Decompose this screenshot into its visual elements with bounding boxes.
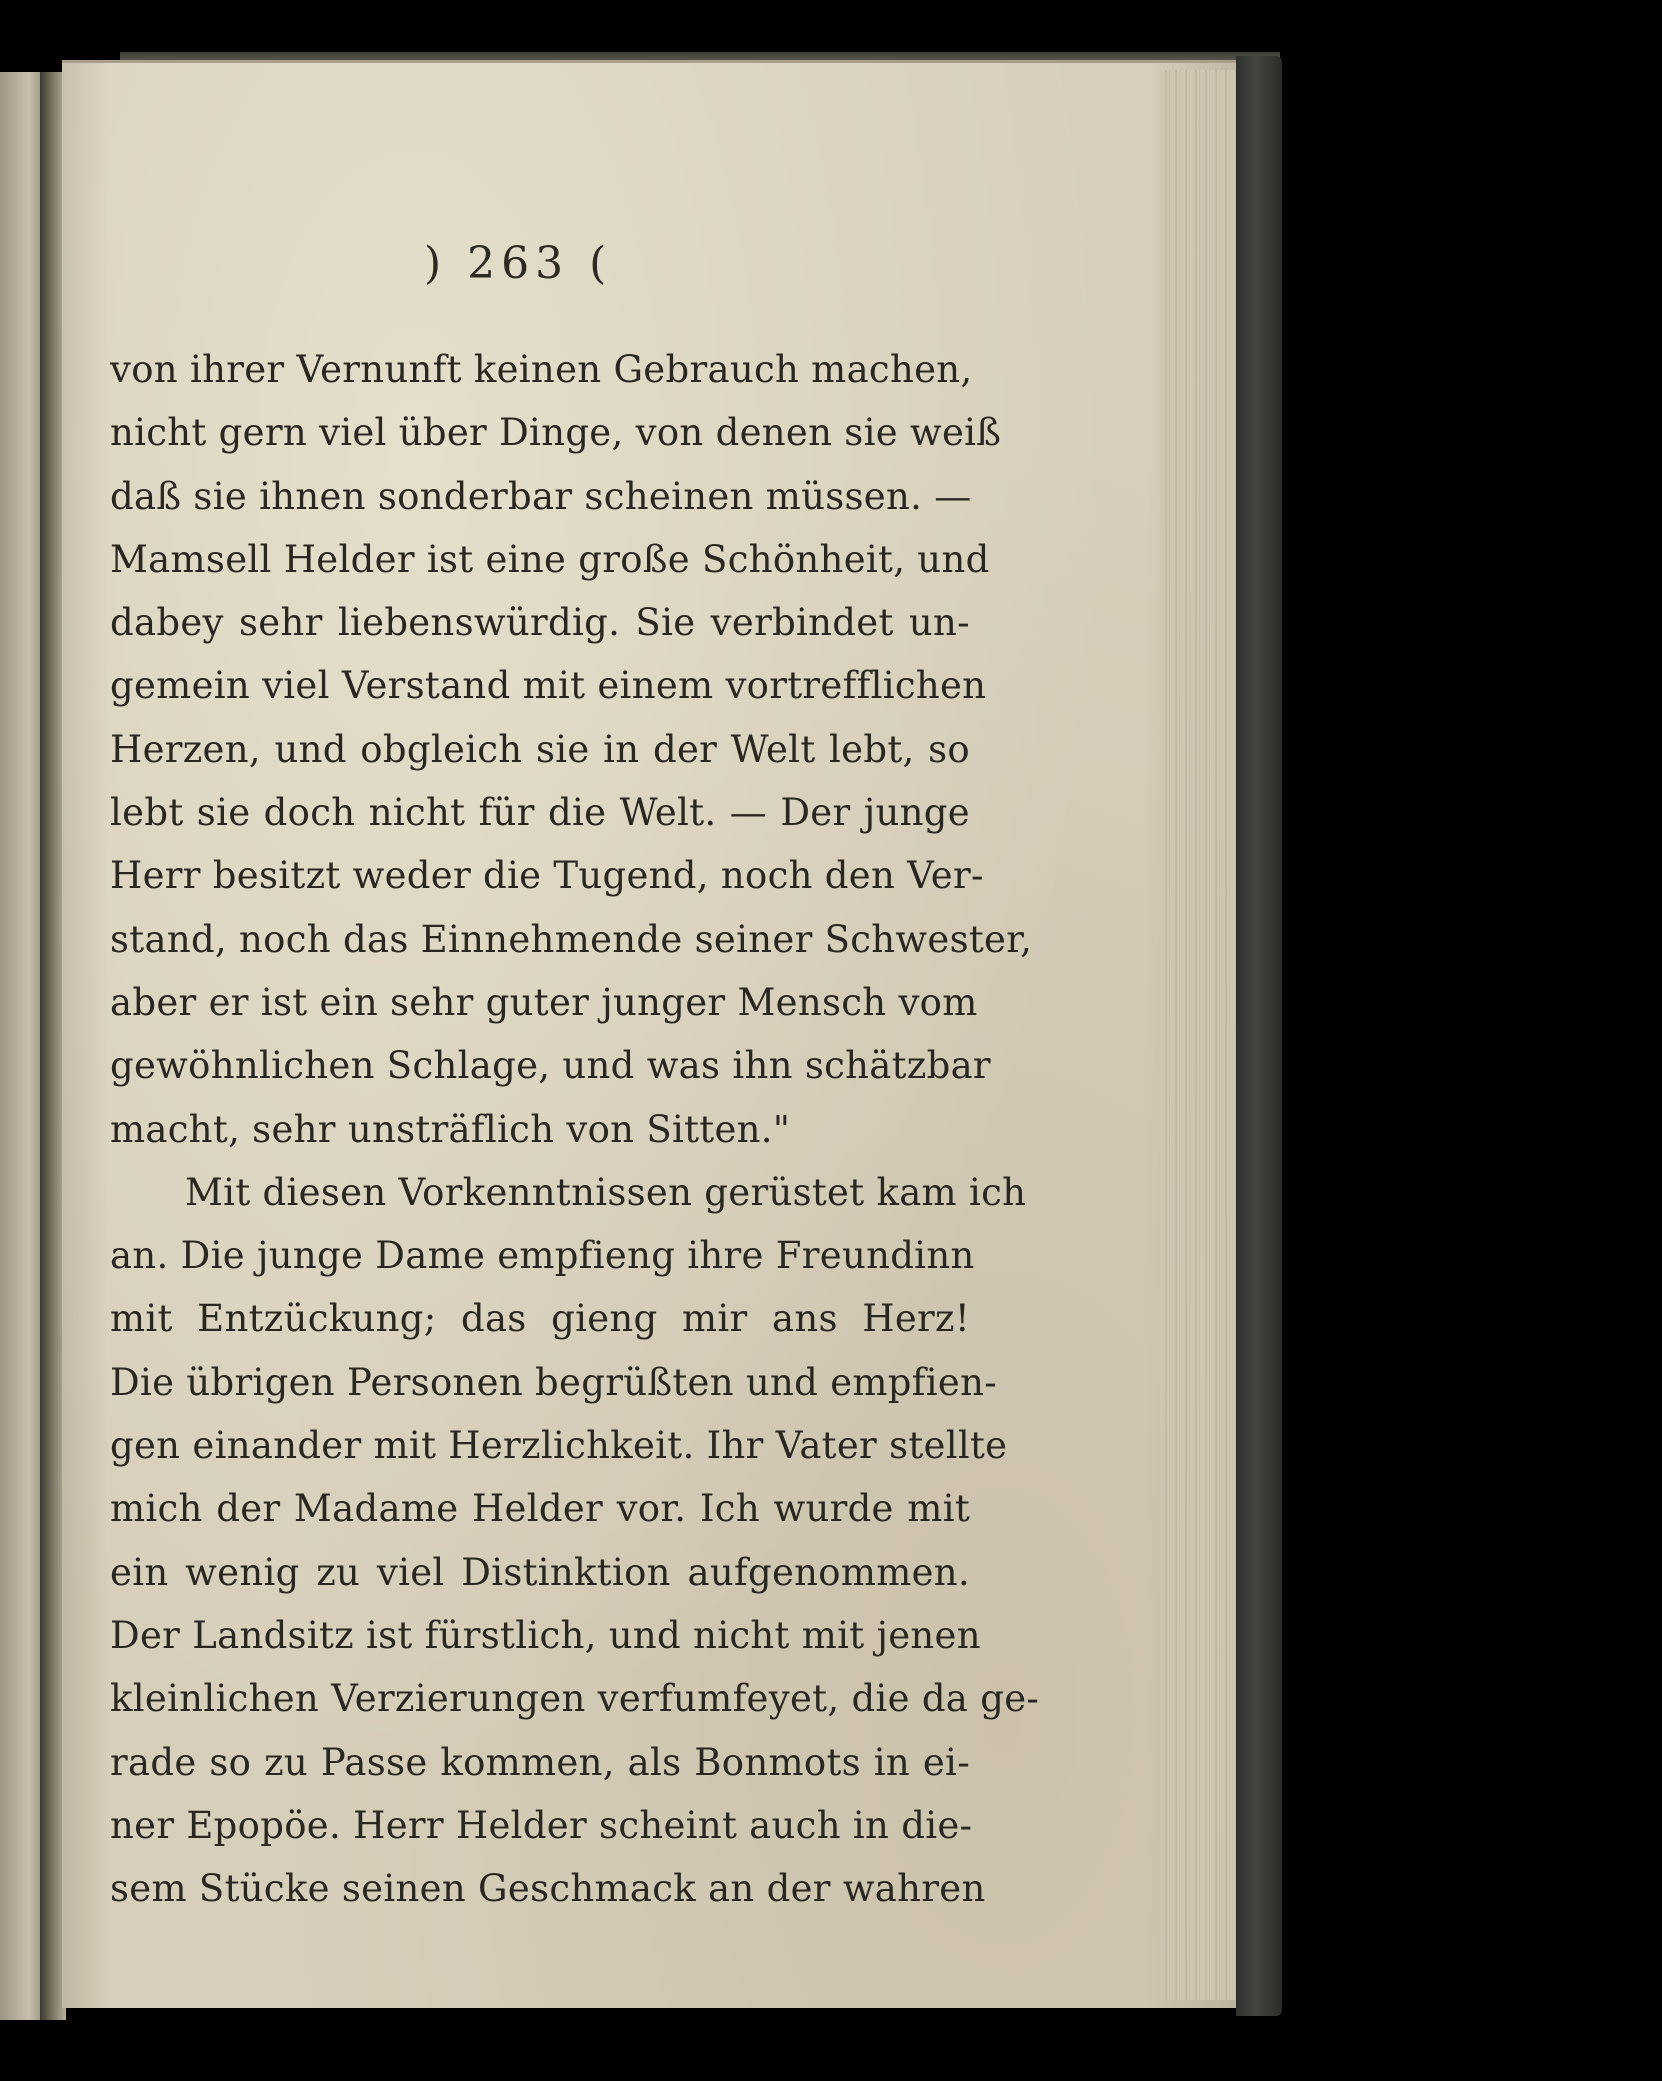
text-line: mit Entzückung; das gieng mir ans Herz! — [110, 1297, 970, 1341]
body-text — [110, 338, 1040, 1920]
text-line: gen einander mit Herzlichkeit. Ihr Vater stellte — [110, 1424, 1008, 1468]
running-head: ) 263 ( — [424, 238, 613, 289]
text-line: nicht gern viel über Dinge, von denen sie weiß — [110, 411, 1002, 455]
text-line: Herr besitzt weder die Tugend, noch den Ver- — [110, 854, 984, 898]
text-line: an. Die junge Dame empfieng ihre Freundinn — [110, 1234, 975, 1278]
text-line: daß sie ihnen sonderbar scheinen müssen. — — [110, 474, 972, 518]
text-line: rade so zu Passe kommen, als Bonmots in ei- — [110, 1740, 970, 1784]
text-line: mich der Madame Helder vor. Ich wurde mit — [110, 1487, 970, 1531]
book-page — [62, 60, 1237, 2008]
text-line: dabey sehr liebenswürdig. Sie verbindet un- — [110, 601, 970, 645]
text-line: ein wenig zu viel Distinktion aufgenommen. — [110, 1550, 970, 1594]
text-line: macht, sehr unsträflich von Sitten." — [110, 1107, 791, 1151]
text-line: sem Stücke seinen Geschmack an der wahren — [110, 1867, 986, 1911]
text-line: gewöhnlichen Schlage, und was ihn schätzbar — [110, 1044, 991, 1088]
book-cover-edge — [1236, 56, 1282, 2016]
text-line: lebt sie doch nicht für die Welt. — Der junge — [110, 791, 970, 835]
text-line: Herzen, und obgleich sie in der Welt lebt, so — [110, 727, 970, 771]
text-line: stand, noch das Einnehmende seiner Schwester, — [110, 917, 1033, 961]
text-line: kleinlichen Verzierungen verfumfeyet, die da ge- — [110, 1677, 1040, 1721]
text-line: Mit diesen Vorkenntnissen gerüstet kam ich — [185, 1170, 1027, 1214]
text-line: aber er ist ein sehr guter junger Mensch vom — [110, 980, 978, 1024]
text-line: Mamsell Helder ist eine große Schönheit, und — [110, 537, 990, 581]
page-stack-edge — [1160, 70, 1240, 2000]
text-line: ner Epopöe. Herr Helder scheint auch in die- — [110, 1803, 973, 1847]
text-line: Die übrigen Personen begrüßten und empfien- — [110, 1360, 998, 1404]
text-line: von ihrer Vernunft keinen Gebrauch machen, — [110, 348, 973, 391]
text-line: Der Landsitz ist fürstlich, und nicht mit jenen — [110, 1613, 981, 1657]
text-line: gemein viel Verstand mit einem vortrefflichen — [110, 664, 987, 708]
